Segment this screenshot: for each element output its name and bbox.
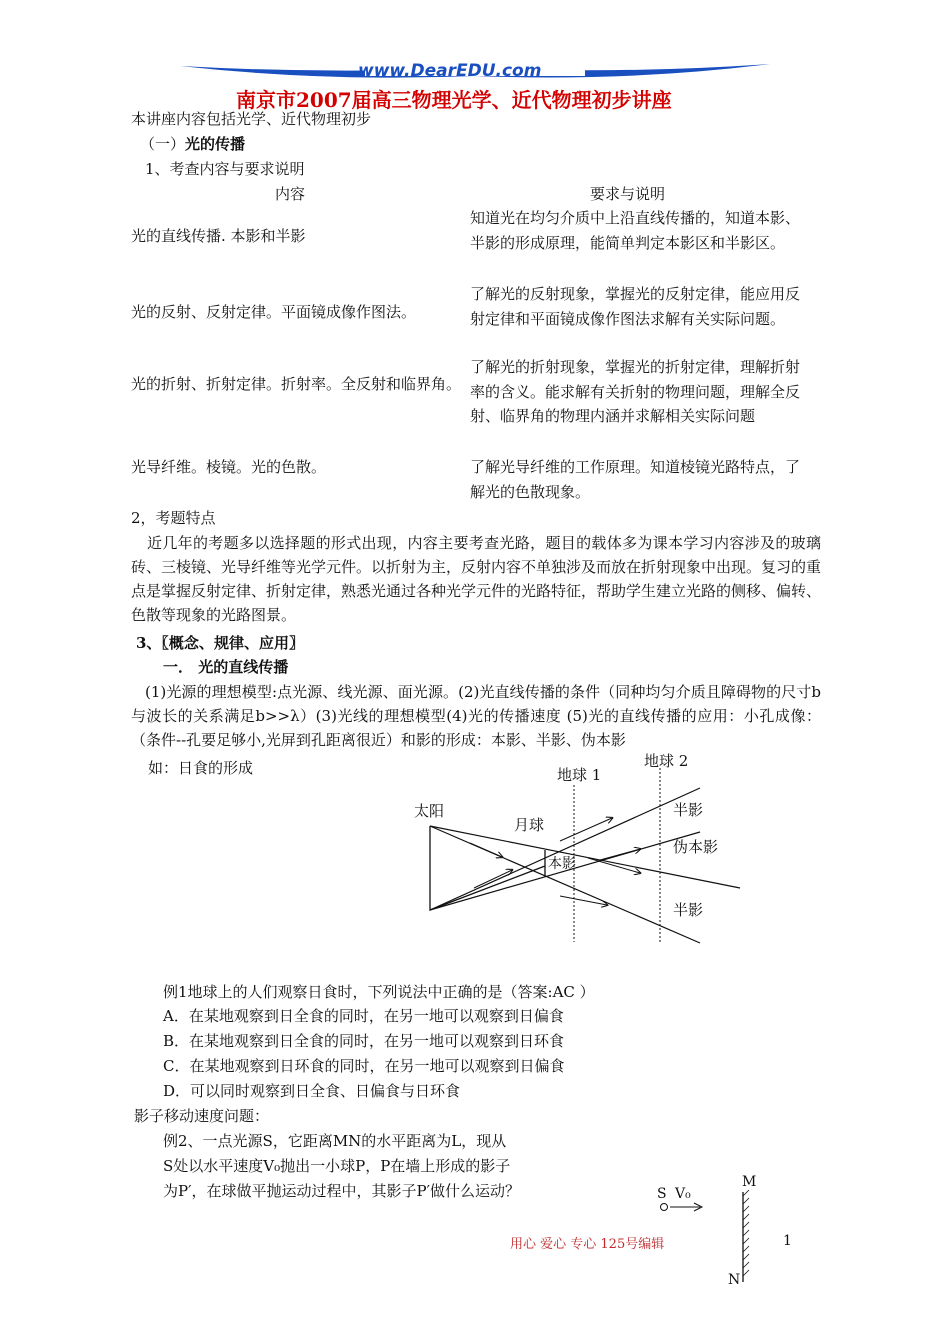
table-row-1-req: 知道光在均匀介质中上沿直线传播的，知道本影、半影的形成原理，能简单判定本影区和半影区。 — [470, 209, 801, 252]
footer-text: 用心 爱心 专心 125号编辑 — [510, 1237, 665, 1252]
section3-para: (1)光源的理想模型:点光源、线光源、面光源。(2)光直线传播的条件（同种均匀介质且障碍物的尺寸b与波长的关系满足b>>λ）(3)光线的理想模型(4)光的传播速度 (5)光的直线传播的应用：小孔成像：（条件--孔要足够小,光屏到孔距离很近）和影的形成：本影、半影、伪本影 — [131, 683, 821, 749]
label-n: N — [728, 1272, 741, 1288]
label-v0: V₀ — [675, 1186, 691, 1202]
section2-heading: 2，考题特点 — [131, 509, 216, 527]
label-antumbra: 伪本影 — [673, 838, 719, 856]
table-row-2-content: 光的反射、反射定律。平面镜成像作图法。 — [131, 303, 417, 321]
table-row-1-content: 光的直线传播. 本影和半影 — [131, 227, 306, 245]
example-intro: 如：日食的形成 — [148, 759, 254, 777]
label-m: M — [742, 1174, 757, 1190]
table-header-content: 内容 — [275, 185, 306, 203]
label-earth2: 地球 2 — [644, 752, 689, 770]
example1-option-d: D．可以同时观察到日全食、日偏食与日环食 — [163, 1082, 461, 1100]
section3-sub: 一． 光的直线传播 — [163, 658, 289, 676]
shadow-line-2: S处以水平速度V₀抛出一小球P，P在墙上形成的影子 — [163, 1157, 511, 1175]
label-sun: 太阳 — [414, 802, 445, 820]
table-row-3-content: 光的折射、折射定律。折射率。全反射和临界角。 — [131, 375, 462, 393]
table-row-3-req: 了解光的折射现象，掌握光的折射定律，理解折射率的含义。能求解有关折射的物理问题，理解全反射、临界角的物理内涵并求解相关实际问题 — [470, 358, 801, 425]
example1-option-b: B．在某地观察到日全食的同时，在另一地可以观察到日环食 — [163, 1032, 565, 1050]
example1-option-a: A．在某地观察到日全食的同时，在另一地可以观察到日偏食 — [163, 1007, 564, 1025]
shadow-line-3: 为P′，在球做平抛运动过程中，其影子P′做什么运动？ — [163, 1182, 520, 1200]
label-penumbra-top: 半影 — [673, 801, 704, 819]
example1-question: 例1地球上的人们观察日食时，下列说法中正确的是（答案:AC ） — [163, 983, 595, 1001]
section1-sub: 1、考查内容与要求说明 — [145, 160, 305, 178]
label-earth1: 地球 1 — [557, 766, 602, 784]
label-umbra: 本影 — [548, 856, 576, 872]
section3-heading: 3、〖概念、规律、应用〗 — [136, 634, 304, 652]
label-penumbra-bottom: 半影 — [673, 901, 704, 919]
page-title: 南京市2007届高三物理光学、近代物理初步讲座 — [236, 88, 672, 112]
source-point — [661, 1204, 668, 1211]
section1-heading-text: 光的传播 — [185, 135, 246, 153]
shadow-line-1: 例2、一点光源S，它距离MN的水平距离为L，现从 — [163, 1132, 507, 1150]
table-header-req: 要求与说明 — [590, 185, 666, 203]
label-moon: 月球 — [514, 816, 545, 834]
page-number: 1 — [783, 1233, 792, 1249]
example1-option-c: C．在某地观察到日环食的同时，在另一地可以观察到日偏食 — [163, 1057, 565, 1075]
section2-body: 近几年的考题多以选择题的形式出现，内容主要考查光路，题目的载体多为课本学习内容涉及的玻璃砖、三棱镜、光导纤维等光学元件。以折射为主，反射内容不单独涉及而放在折射现象中出现。复习的重点是掌握反射定律、折射定律，熟悉光通过各种光学元件的光路特征，帮助学生建立光路的侧移、偏转、色散等现象的光路图景。 — [131, 534, 822, 624]
shadow-diagram — [650, 1168, 770, 1293]
shadow-heading: 影子移动速度问题： — [134, 1107, 270, 1125]
wall-hatching — [743, 1190, 749, 1276]
intro-text: 本讲座内容包括光学、近代物理初步 — [131, 110, 372, 128]
table-row-2-req: 了解光的反射现象，掌握光的反射定律，能应用反射定律和平面镜成像作图法求解有关实际问题。 — [470, 285, 801, 328]
table-row-4-req: 了解光导纤维的工作原理。知道棱镜光路特点，了解光的色散现象。 — [470, 458, 801, 501]
table-row-4-content: 光导纤维。棱镜。光的色散。 — [131, 458, 327, 476]
section1-heading — [140, 133, 245, 154]
eclipse-diagram — [400, 750, 760, 960]
site-logo[interactable]: www.DearEDU.com — [358, 61, 542, 81]
section1-heading-prefix: （一） — [140, 135, 186, 153]
label-s: S — [657, 1186, 667, 1202]
ray-top-to-mid — [430, 826, 740, 888]
